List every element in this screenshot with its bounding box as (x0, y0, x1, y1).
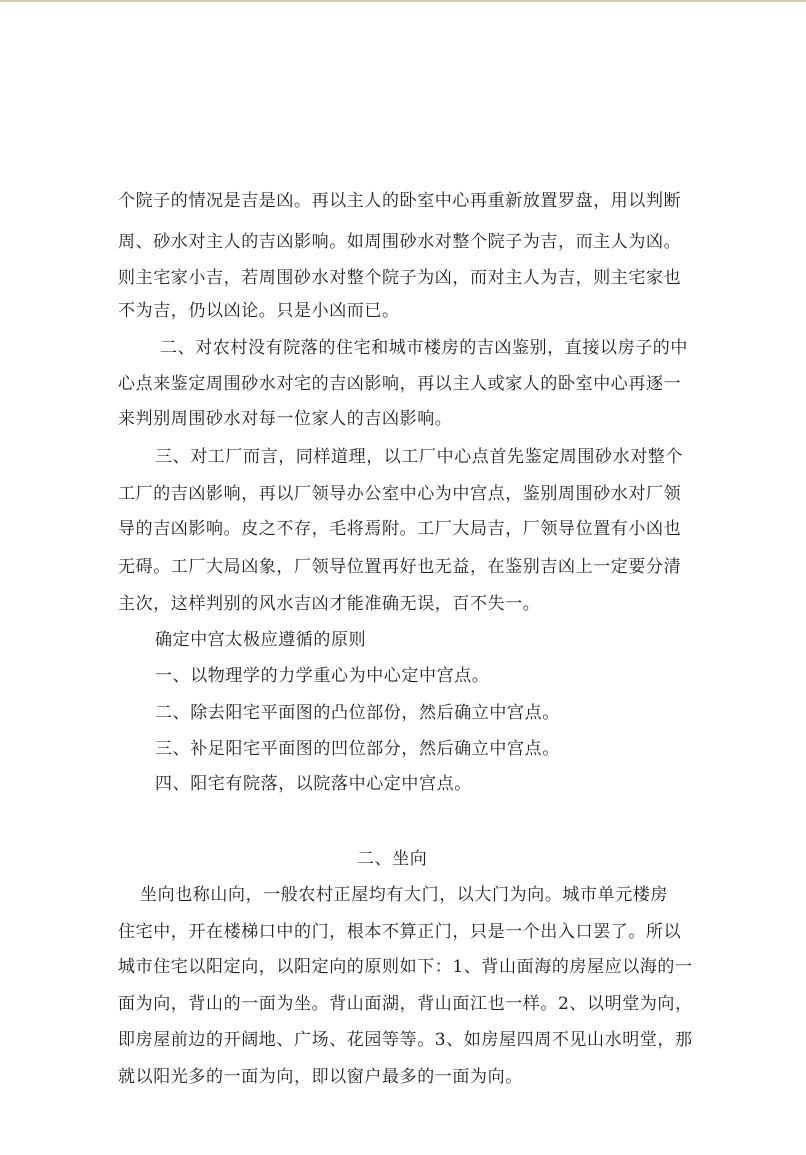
paragraph-line: 个院子的情况是吉是凶。再以主人的卧室中心再重新放置罗盘，用以判断 (118, 191, 682, 211)
principles-title: 确定中宫太极应遵循的原则 (155, 630, 367, 650)
paragraph-line: 面为向，背山的一面为坐。背山面湖，背山面江也一样。2、以明堂为向， (118, 994, 693, 1014)
paragraph-line: 导的吉凶影响。皮之不存，毛将焉附。工厂大局吉，厂领导位置有小凶也 (118, 519, 682, 539)
paragraph-line: 不为吉，仍以凶论。只是小凶而已。 (118, 301, 400, 321)
paragraph-line: 无碍。工厂大局凶象，厂领导位置再好也无益，在鉴别吉凶上一定要分清 (118, 557, 682, 577)
principle-item: 二、除去阳宅平面图的凸位部份，然后确立中宫点。 (155, 703, 560, 723)
paragraph-line: 三、对工厂而言，同样道理，以工厂中心点首先鉴定周围砂水对整个 (155, 447, 683, 467)
paragraph-line: 城市住宅以阳定向，以阳定向的原则如下：1、背山面海的房屋应以海的一 (118, 957, 693, 977)
paragraph-line: 心点来鉴定周围砂水对宅的吉凶影响，再以主人或家人的卧室中心再逐一 (118, 374, 682, 394)
paragraph-line: 就以阳光多的一面为向，即以窗户最多的一面为向。 (118, 1067, 523, 1087)
paragraph-line: 工厂的吉凶影响，再以厂领导办公室中心为中宫点，鉴别周围砂水对厂领 (118, 484, 682, 504)
principle-item: 四、阳宅有院落，以院落中心定中宫点。 (155, 774, 472, 794)
paragraph-line: 坐向也称山向，一般农村正屋均有大门，以大门为向。城市单元楼房 (140, 885, 668, 905)
paragraph-line: 则主宅家小吉，若周围砂水对整个院子为凶，而对主人为吉，则主宅家也 (118, 268, 682, 288)
principle-item: 三、补足阳宅平面图的凹位部分，然后确立中宫点。 (155, 739, 560, 759)
principle-item: 一、以物理学的力学重心为中心定中宫点。 (155, 666, 490, 686)
paragraph-line: 主次，这样判别的风水吉凶才能准确无误，百不失一。 (118, 594, 541, 614)
paragraph-line: 即房屋前边的开阔地、广场、花园等等。3、如房屋四周不见山水明堂，那 (118, 1030, 693, 1050)
section-heading: 二、坐向 (357, 849, 428, 869)
paragraph-line: 来判别周围砂水对每一位家人的吉凶影响。 (118, 409, 453, 429)
paragraph-line: 住宅中，开在楼梯口中的门，根本不算正门，只是一个出入口罢了。所以 (118, 922, 682, 942)
paragraph-line: 二、对农村没有院落的住宅和城市楼房的吉凶鉴别，直接以房子的中 (160, 338, 688, 358)
paragraph-line: 周、砂水对主人的吉凶影响。如周围砂水对整个院子为吉，而主人为凶。 (118, 232, 682, 252)
